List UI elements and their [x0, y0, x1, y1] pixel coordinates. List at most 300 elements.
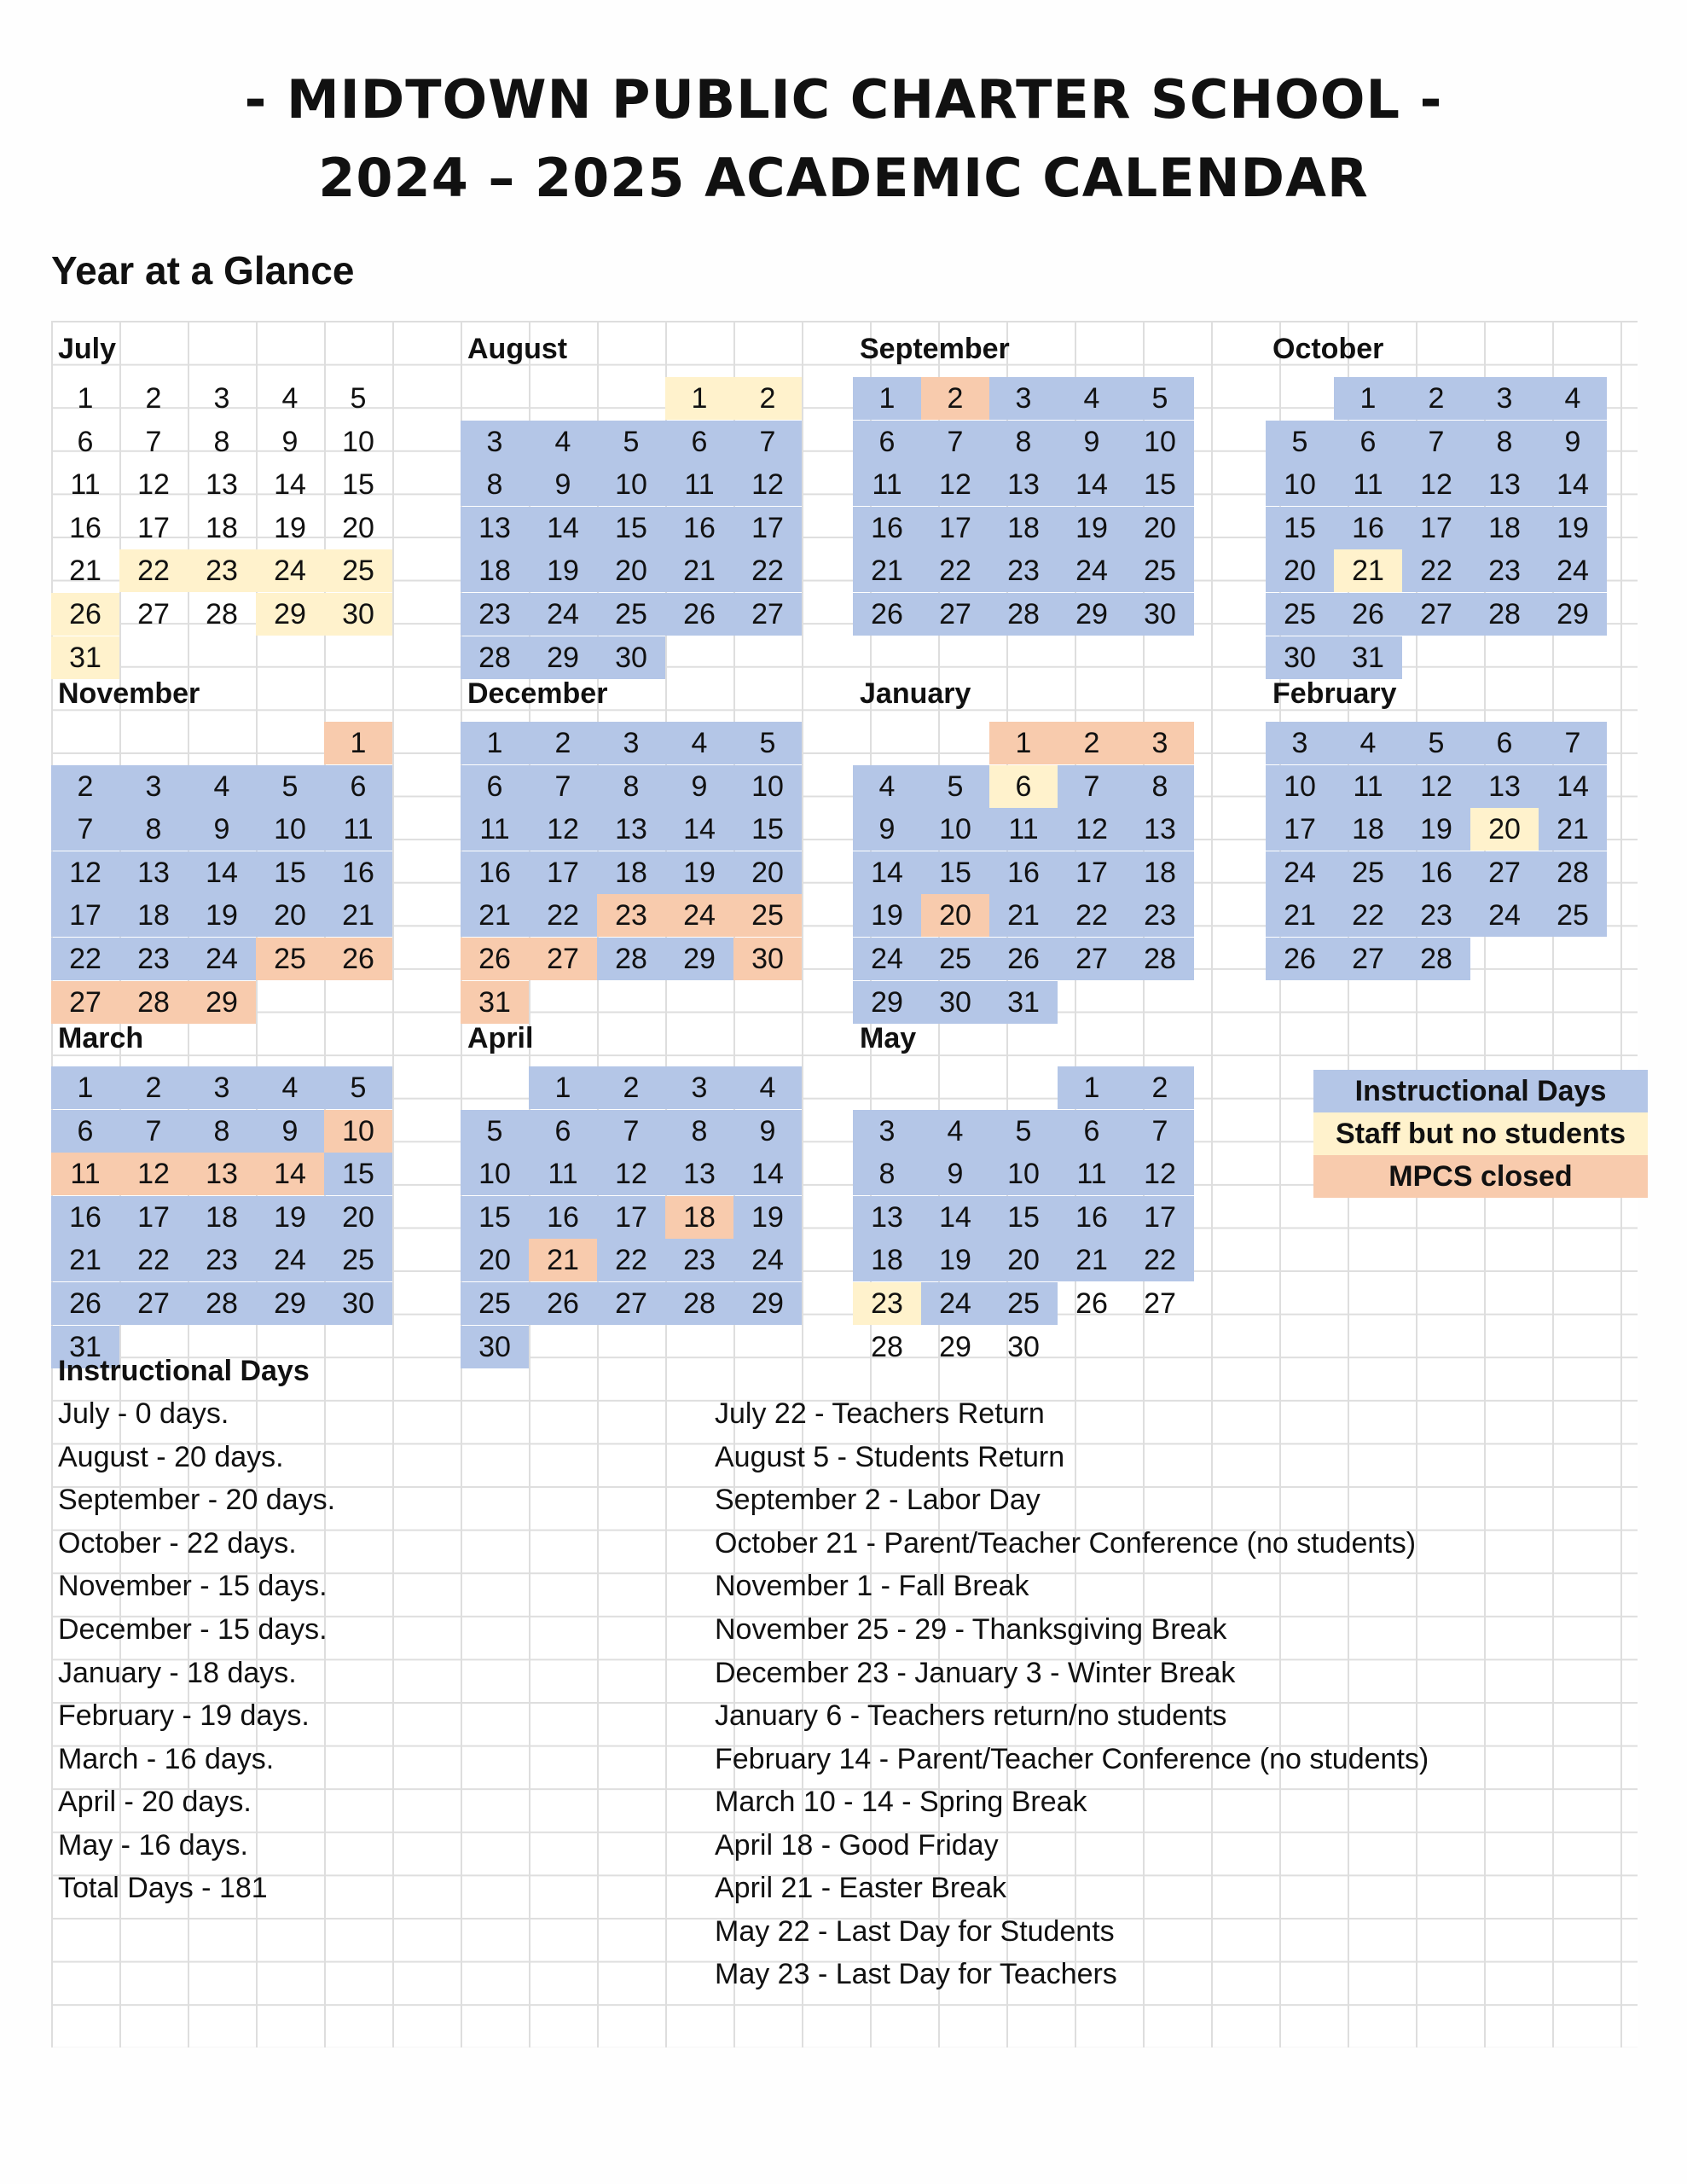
day-cell: 22: [51, 938, 119, 980]
key-date: November 25 - 29 - Thanksgiving Break: [715, 1613, 1227, 1646]
day-cell: 28: [597, 938, 665, 980]
day-cell: 8: [1470, 421, 1539, 463]
day-cell: 28: [1402, 938, 1470, 980]
day-cell: 28: [119, 981, 188, 1024]
list-item: September - 20 days.: [58, 1484, 336, 1516]
day-cell: 25: [324, 1239, 392, 1281]
day-cell: 2: [119, 1066, 188, 1109]
month-name: October: [1272, 333, 1384, 365]
day-cell: 27: [137, 598, 170, 630]
day-cell: 21: [1334, 549, 1402, 592]
day-cell: 6: [529, 1110, 597, 1153]
day-cell: 23: [1126, 894, 1194, 937]
day-cell: 13: [461, 507, 529, 549]
day-cell: 25: [324, 549, 392, 592]
day-cell: 2: [51, 765, 119, 808]
title-line-1: - MIDTOWN PUBLIC CHARTER SCHOOL -: [244, 68, 1443, 131]
day-cell: 13: [853, 1196, 921, 1239]
key-date: April 18 - Good Friday: [715, 1829, 999, 1862]
day-cell: 22: [1402, 549, 1470, 592]
day-cell: 2: [1126, 1066, 1194, 1109]
day-cell: 1: [1334, 377, 1402, 420]
day-cell: 10: [1126, 421, 1194, 463]
day-cell: 16: [51, 1196, 119, 1239]
day-cell: 28: [871, 1330, 903, 1363]
day-cell: 15: [1126, 463, 1194, 506]
month-name: February: [1272, 677, 1397, 710]
day-cell: 27: [1058, 938, 1126, 980]
day-cell: 15: [324, 1153, 392, 1195]
day-cell: 7: [1402, 421, 1470, 463]
day-cell: 19: [1402, 808, 1470, 851]
list-item: May - 16 days.: [58, 1829, 248, 1862]
day-cell: 14: [665, 808, 733, 851]
day-cell: 11: [665, 463, 733, 506]
day-cell: 26: [324, 938, 392, 980]
day-cell: 8: [989, 421, 1058, 463]
day-cell: 28: [1126, 938, 1194, 980]
day-cell: 26: [989, 938, 1058, 980]
day-cell: 8: [461, 463, 529, 506]
day-cell: 23: [853, 1282, 921, 1325]
month-name: December: [467, 677, 608, 710]
day-cell: 7: [119, 1110, 188, 1153]
day-cell: 26: [1266, 938, 1334, 980]
day-cell: 12: [119, 1153, 188, 1195]
day-cell: 6: [461, 765, 529, 808]
day-cell: 12: [733, 463, 802, 506]
day-cell: 17: [597, 1196, 665, 1239]
day-cell: 7: [529, 765, 597, 808]
day-cell: 23: [1402, 894, 1470, 937]
key-date: September 2 - Labor Day: [715, 1484, 1041, 1516]
day-cell: 24: [256, 549, 324, 592]
day-cell: 24: [1266, 851, 1334, 894]
day-cell: 7: [51, 808, 119, 851]
day-cell: 18: [597, 851, 665, 894]
day-cell: 22: [529, 894, 597, 937]
day-cell: 16: [989, 851, 1058, 894]
day-cell: 18: [188, 1196, 256, 1239]
day-cell: 10: [597, 463, 665, 506]
day-cell: 16: [461, 851, 529, 894]
day-cell: 9: [256, 1110, 324, 1153]
key-date: April 21 - Easter Break: [715, 1872, 1007, 1904]
day-cell: 12: [921, 463, 989, 506]
day-cell: 20: [1470, 808, 1539, 851]
list-item: July - 0 days.: [58, 1397, 229, 1430]
day-cell: 4: [1334, 722, 1402, 764]
day-cell: 6: [324, 765, 392, 808]
day-cell: 3: [989, 377, 1058, 420]
day-cell: 6: [665, 421, 733, 463]
day-cell: 26: [1334, 593, 1402, 636]
day-cell: 16: [69, 511, 101, 544]
day-cell: 23: [597, 894, 665, 937]
day-cell: 16: [1334, 507, 1402, 549]
day-cell: 22: [921, 549, 989, 592]
day-cell: 24: [1539, 549, 1607, 592]
day-cell: 17: [529, 851, 597, 894]
day-cell: 13: [1470, 765, 1539, 808]
day-cell: 18: [206, 511, 238, 544]
day-cell: 5: [1266, 421, 1334, 463]
day-cell: 19: [1539, 507, 1607, 549]
day-cell: 22: [1334, 894, 1402, 937]
list-item: October - 22 days.: [58, 1527, 297, 1560]
day-cell: 4: [921, 1110, 989, 1153]
day-cell: 20: [733, 851, 802, 894]
day-cell: 20: [324, 1196, 392, 1239]
day-cell: 5: [1126, 377, 1194, 420]
day-cell: 18: [1334, 808, 1402, 851]
day-cell: 15: [733, 808, 802, 851]
day-cell: 22: [1126, 1239, 1194, 1281]
day-cell: 29: [733, 1282, 802, 1325]
day-cell: 7: [1058, 765, 1126, 808]
day-cell: 12: [1402, 463, 1470, 506]
list-item: December - 15 days.: [58, 1613, 328, 1646]
day-cell: 27: [1334, 938, 1402, 980]
day-cell: 31: [51, 636, 119, 679]
day-cell: 17: [1058, 851, 1126, 894]
day-cell: 30: [921, 981, 989, 1024]
day-cell: 17: [1402, 507, 1470, 549]
day-cell: 12: [51, 851, 119, 894]
day-cell: 13: [1126, 808, 1194, 851]
day-cell: 9: [1539, 421, 1607, 463]
month-april: [461, 1010, 802, 1363]
day-cell: 19: [1058, 507, 1126, 549]
day-cell: 3: [213, 382, 230, 415]
legend-instructional: Instructional Days: [1313, 1070, 1648, 1112]
day-cell: 4: [1058, 377, 1126, 420]
day-cell: 5: [597, 421, 665, 463]
day-cell: 20: [989, 1239, 1058, 1281]
day-cell: 10: [1266, 463, 1334, 506]
day-cell: 14: [188, 851, 256, 894]
day-cell: 31: [51, 1326, 119, 1368]
day-cell: 25: [1266, 593, 1334, 636]
day-cell: 10: [921, 808, 989, 851]
day-cell: 27: [921, 593, 989, 636]
day-cell: 24: [1470, 894, 1539, 937]
day-cell: 15: [921, 851, 989, 894]
month-july: [51, 321, 392, 674]
day-cell: 25: [461, 1282, 529, 1325]
day-cell: 13: [1470, 463, 1539, 506]
day-cell: 24: [529, 593, 597, 636]
day-cell: 19: [665, 851, 733, 894]
day-cell: 12: [1126, 1153, 1194, 1195]
day-cell: 11: [853, 463, 921, 506]
day-cell: 25: [597, 593, 665, 636]
day-cell: 1: [1058, 1066, 1126, 1109]
day-cell: 1: [324, 722, 392, 764]
key-date: May 22 - Last Day for Students: [715, 1915, 1115, 1948]
day-cell: 5: [324, 1066, 392, 1109]
day-cell: 5: [1402, 722, 1470, 764]
day-cell: 20: [597, 549, 665, 592]
day-cell: 14: [256, 1153, 324, 1195]
day-cell: 15: [256, 851, 324, 894]
day-cell: 2: [733, 377, 802, 420]
day-cell: 20: [1126, 507, 1194, 549]
day-cell: 23: [665, 1239, 733, 1281]
day-cell: 8: [853, 1153, 921, 1195]
day-cell: 4: [733, 1066, 802, 1109]
day-cell: 25: [1126, 549, 1194, 592]
day-cell: 1: [529, 1066, 597, 1109]
day-cell: 9: [665, 765, 733, 808]
month-december: [461, 665, 802, 1019]
month-november: [51, 665, 392, 1019]
month-name: September: [860, 333, 1010, 365]
month-name: May: [860, 1022, 917, 1054]
day-cell: 6: [1470, 722, 1539, 764]
day-cell: 17: [1126, 1196, 1194, 1239]
day-cell: 29: [529, 636, 597, 679]
day-cell: 20: [342, 511, 374, 544]
day-cell: 26: [1075, 1287, 1108, 1320]
day-cell: 4: [529, 421, 597, 463]
day-cell: 3: [1470, 377, 1539, 420]
day-cell: 12: [529, 808, 597, 851]
day-cell: 10: [1266, 765, 1334, 808]
day-cell: 6: [77, 425, 94, 458]
day-cell: 7: [733, 421, 802, 463]
day-cell: 15: [597, 507, 665, 549]
day-cell: 14: [1058, 463, 1126, 506]
day-cell: 29: [188, 981, 256, 1024]
day-cell: 18: [853, 1239, 921, 1281]
month-name: August: [467, 333, 568, 365]
day-cell: 1: [665, 377, 733, 420]
day-cell: 4: [256, 1066, 324, 1109]
day-cell: 10: [733, 765, 802, 808]
day-cell: 22: [733, 549, 802, 592]
day-cell: 4: [853, 765, 921, 808]
list-item: November - 15 days.: [58, 1570, 328, 1602]
month-january: [853, 665, 1194, 1019]
day-cell: 29: [1058, 593, 1126, 636]
day-cell: 30: [324, 1282, 392, 1325]
day-cell: 8: [1126, 765, 1194, 808]
day-cell: 14: [1539, 765, 1607, 808]
day-cell: 19: [188, 894, 256, 937]
day-cell: 5: [256, 765, 324, 808]
calendar-sheet: [51, 321, 1638, 2048]
day-cell: 3: [461, 421, 529, 463]
day-cell: 21: [853, 549, 921, 592]
day-cell: 21: [324, 894, 392, 937]
day-cell: 28: [989, 593, 1058, 636]
day-cell: 29: [939, 1330, 971, 1363]
day-cell: 31: [1334, 636, 1402, 679]
day-cell: 12: [1058, 808, 1126, 851]
day-cell: 26: [51, 593, 119, 636]
day-cell: 11: [989, 808, 1058, 851]
day-cell: 12: [597, 1153, 665, 1195]
day-cell: 28: [188, 1282, 256, 1325]
day-cell: 7: [145, 425, 162, 458]
day-cell: 29: [1539, 593, 1607, 636]
day-cell: 11: [1334, 463, 1402, 506]
day-cell: 23: [989, 549, 1058, 592]
day-cell: 10: [256, 808, 324, 851]
day-cell: 20: [921, 894, 989, 937]
day-cell: 20: [256, 894, 324, 937]
day-cell: 8: [188, 1110, 256, 1153]
day-cell: 2: [529, 722, 597, 764]
day-cell: 11: [70, 468, 101, 502]
key-date: February 14 - Parent/Teacher Conference (no students): [715, 1743, 1429, 1775]
day-cell: 11: [529, 1153, 597, 1195]
day-cell: 16: [853, 507, 921, 549]
day-cell: 19: [733, 1196, 802, 1239]
key-date: July 22 - Teachers Return: [715, 1397, 1045, 1430]
day-cell: 5: [350, 382, 367, 415]
day-cell: 15: [989, 1196, 1058, 1239]
day-cell: 9: [281, 425, 299, 458]
day-cell: 10: [342, 425, 374, 458]
day-cell: 10: [324, 1110, 392, 1153]
day-cell: 11: [1058, 1153, 1126, 1195]
day-cell: 16: [665, 507, 733, 549]
day-cell: 5: [989, 1110, 1058, 1153]
day-cell: 13: [206, 468, 238, 502]
day-cell: 9: [921, 1153, 989, 1195]
day-cell: 30: [597, 636, 665, 679]
day-cell: 3: [597, 722, 665, 764]
day-cell: 23: [188, 549, 256, 592]
day-cell: 5: [921, 765, 989, 808]
day-cell: 9: [853, 808, 921, 851]
day-cell: 14: [733, 1153, 802, 1195]
day-cell: 14: [274, 468, 306, 502]
day-cell: 19: [274, 511, 306, 544]
day-cell: 30: [1126, 593, 1194, 636]
subtitle: Year at a Glance: [51, 248, 355, 293]
day-cell: 27: [529, 938, 597, 980]
day-cell: 24: [853, 938, 921, 980]
day-cell: 15: [342, 468, 374, 502]
day-cell: 18: [461, 549, 529, 592]
day-cell: 24: [188, 938, 256, 980]
day-cell: 8: [119, 808, 188, 851]
day-cell: 27: [733, 593, 802, 636]
day-cell: 23: [188, 1239, 256, 1281]
day-cell: 27: [1470, 851, 1539, 894]
day-cell: 9: [188, 808, 256, 851]
month-name: July: [58, 333, 117, 365]
day-cell: 16: [1402, 851, 1470, 894]
day-cell: 17: [733, 507, 802, 549]
day-cell: 10: [461, 1153, 529, 1195]
day-cell: 12: [1402, 765, 1470, 808]
day-cell: 4: [281, 382, 299, 415]
day-cell: 18: [1470, 507, 1539, 549]
key-date: January 6 - Teachers return/no students: [715, 1699, 1227, 1732]
list-item: Total Days - 181: [58, 1872, 268, 1904]
day-cell: 15: [1266, 507, 1334, 549]
list-item: January - 18 days.: [58, 1657, 297, 1689]
day-cell: 6: [51, 1110, 119, 1153]
day-cell: 24: [256, 1239, 324, 1281]
day-cell: 1: [989, 722, 1058, 764]
day-cell: 4: [665, 722, 733, 764]
day-cell: 17: [137, 511, 170, 544]
month-may: [853, 1010, 1194, 1363]
month-name: March: [58, 1022, 144, 1054]
day-cell: 13: [597, 808, 665, 851]
day-cell: 9: [733, 1110, 802, 1153]
day-cell: 29: [256, 1282, 324, 1325]
day-cell: 1: [853, 377, 921, 420]
day-cell: 7: [1539, 722, 1607, 764]
day-cell: 28: [665, 1282, 733, 1325]
day-cell: 24: [1058, 549, 1126, 592]
list-item: February - 19 days.: [58, 1699, 310, 1732]
day-cell: 17: [51, 894, 119, 937]
day-cell: 13: [188, 1153, 256, 1195]
day-cell: 8: [597, 765, 665, 808]
day-cell: 23: [119, 938, 188, 980]
day-cell: 17: [1266, 808, 1334, 851]
day-cell: 21: [51, 1239, 119, 1281]
month-march: [51, 1010, 392, 1363]
month-name: November: [58, 677, 200, 710]
day-cell: 4: [1539, 377, 1607, 420]
day-cell: 19: [921, 1239, 989, 1281]
key-date: August 5 - Students Return: [715, 1441, 1065, 1473]
day-cell: 21: [1058, 1239, 1126, 1281]
day-cell: 7: [921, 421, 989, 463]
day-cell: 19: [853, 894, 921, 937]
day-cell: 5: [733, 722, 802, 764]
day-cell: 3: [665, 1066, 733, 1109]
day-cell: 22: [597, 1239, 665, 1281]
day-cell: 6: [1334, 421, 1402, 463]
month-name: April: [467, 1022, 534, 1054]
key-date: May 23 - Last Day for Teachers: [715, 1958, 1117, 1990]
day-cell: 26: [853, 593, 921, 636]
key-date: October 21 - Parent/Teacher Conference (no students): [715, 1527, 1417, 1560]
day-cell: 25: [1334, 851, 1402, 894]
day-cell: 18: [1126, 851, 1194, 894]
day-cell: 16: [1058, 1196, 1126, 1239]
day-cell: 18: [989, 507, 1058, 549]
day-cell: 3: [1266, 722, 1334, 764]
day-cell: 25: [256, 938, 324, 980]
day-cell: 27: [1144, 1287, 1176, 1320]
day-cell: 28: [461, 636, 529, 679]
day-cell: 6: [989, 765, 1058, 808]
day-cell: 21: [529, 1239, 597, 1281]
day-cell: 29: [665, 938, 733, 980]
day-cell: 7: [597, 1110, 665, 1153]
day-cell: 1: [51, 1066, 119, 1109]
day-cell: 3: [119, 765, 188, 808]
day-cell: 6: [1058, 1110, 1126, 1153]
title-line-2: 2024 – 2025 ACADEMIC CALENDAR: [318, 147, 1369, 209]
day-cell: 2: [145, 382, 162, 415]
day-cell: 21: [1539, 808, 1607, 851]
day-cell: 31: [461, 981, 529, 1024]
day-cell: 3: [853, 1110, 921, 1153]
day-cell: 10: [989, 1153, 1058, 1195]
day-cell: 11: [51, 1153, 119, 1195]
